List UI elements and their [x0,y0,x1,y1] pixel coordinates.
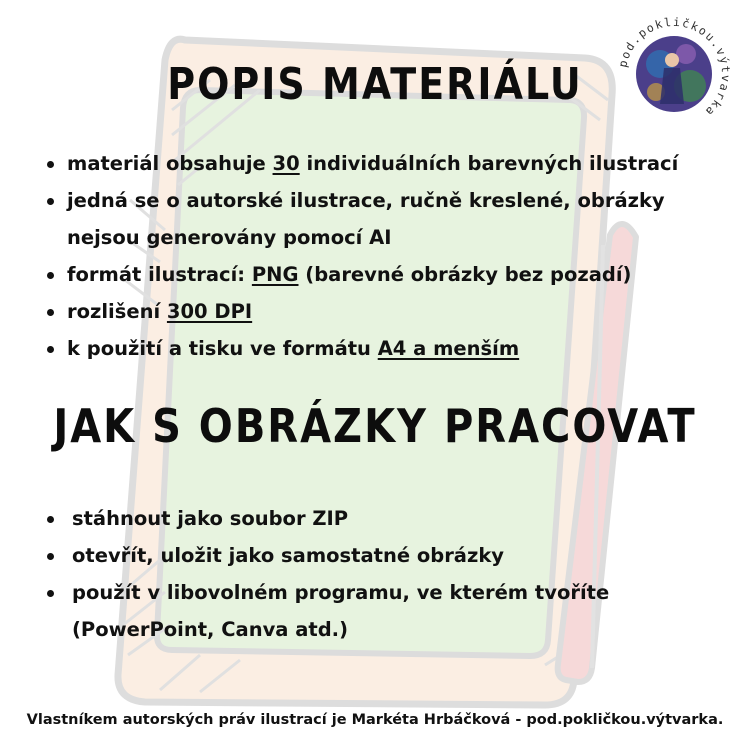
material-list [40,145,720,367]
list-item: k použití a tisku ve formátu A4 a menším [40,330,720,367]
copyright-footer: Vlastníkem autorských práv ilustrací je Markéta Hrbáčková - pod.pokličkou.výtvarka. [26,712,724,728]
list-item: stáhnout jako soubor ZIP [40,500,720,537]
list-item: rozlišení 300 DPI [40,293,720,330]
list-item: materiál obsahuje 30 individuálních barevných ilustrací [40,145,720,182]
logo [608,8,740,140]
svg-text:pod.pokličkou.výtvarka: pod.pokličkou.výtvarka [615,14,734,120]
list-item: použít v libovolném programu, ve kterém tvoříte (PowerPoint, Canva atd.) [40,574,720,648]
list-item: otevřít, uložit jako samostatné obrázky [40,537,720,574]
work-list [40,500,720,648]
list-item: formát ilustrací: PNG (barevné obrázky bez pozadí) [40,256,720,293]
list-item: jedná se o autorské ilustrace, ručně kreslené, obrázky nejsou generovány pomocí AI [40,182,720,256]
title-material: POPIS MATERIÁLU [167,58,583,110]
title-work: JAK S OBRÁZKY PRACOVAT [53,400,697,454]
